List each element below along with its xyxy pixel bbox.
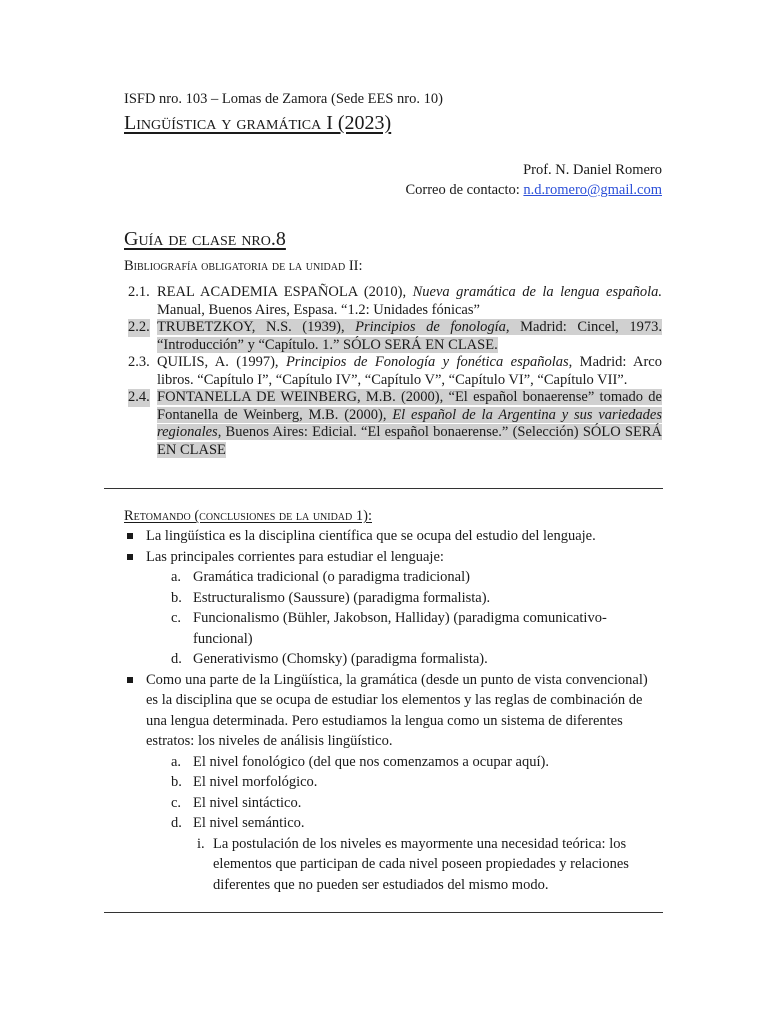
levels-list [146, 752, 662, 896]
bullet-text: Las principales corrientes para estudiar el lenguaje: [146, 548, 444, 565]
list-item [146, 649, 662, 670]
bibliography-author: QUILIS [157, 354, 205, 370]
list-text: Gramática tradicional (o paradigma tradicional) [193, 569, 470, 585]
list-item [146, 588, 662, 609]
list-label: a. [171, 569, 182, 585]
bullet-text: Como una parte de la Lingüística, la gramática (desde un punto de vista convencional) es la disciplina que se ocupa de estudiar los elementos y las reglas de combinación de una lengua determinada. Pero estudiamos la lengua como un sistema de diferentes estratos: los niveles de análisis lingüístico. [146, 671, 648, 749]
bibliography-item-highlighted [124, 319, 662, 354]
bibliography-detail: (2010), [357, 284, 413, 300]
bibliography-number: 2.4. [128, 389, 150, 405]
horizontal-divider [104, 912, 663, 913]
bibliography-item [124, 284, 662, 319]
bibliography-detail: , Madrid: Arco libros. “Capítulo I”, “Capítulo IV”, “Capítulo V”, “Capítulo VI”, “Capítulo VII”. [157, 354, 662, 388]
bibliography-title: Bibliografía obligatoria de la unidad II: [124, 258, 363, 274]
review-section [124, 506, 662, 895]
bibliography-detail: , M.B. (2000), “El español bonaerense” tomado de Fontanella de Weinberg, M.B. (2000), [157, 389, 662, 423]
bibliography-item [124, 354, 662, 389]
list-item [146, 834, 662, 896]
list-label: i. [197, 835, 205, 852]
horizontal-divider [104, 488, 663, 489]
bibliography-item-highlighted [124, 389, 662, 459]
list-item [124, 526, 662, 547]
list-label: c. [171, 794, 182, 811]
guide-title: Guía de clase nro.8 [124, 228, 286, 250]
list-item [146, 567, 662, 588]
bibliography-work: Principios de fonología, [355, 319, 510, 335]
professor-name: Prof. N. Daniel Romero [523, 162, 662, 178]
bibliography-detail: , N.S. (1939), [251, 319, 356, 335]
bibliography-author: REAL ACADEMIA ESPAÑOLA [157, 284, 358, 300]
bibliography-detail: Madrid: Cincel, 1973. “Introducción” y “Capítulo. 1.” SÓLO SERÁ EN CLASE. [157, 319, 662, 353]
list-text: El nivel sintáctico. [193, 794, 302, 811]
list-label: b. [171, 774, 182, 790]
list-text: Funcionalismo (Bühler, Jakobson, Halliday) (paradigma comunicativo-funcional) [193, 610, 607, 647]
bibliography-number: 2.1. [128, 284, 150, 300]
bullet-text: La lingüística es la disciplina científica que se ocupa del estudio del lenguaje. [146, 528, 596, 544]
list-item [146, 813, 662, 895]
list-label: c. [171, 610, 182, 626]
list-item [146, 772, 662, 793]
bibliography-number: 2.2. [128, 319, 150, 335]
bibliography-work: El español de la Argentina y sus variedades regionales [157, 406, 662, 440]
list-label: d. [171, 651, 182, 667]
list-item [146, 608, 662, 649]
list-label: d. [171, 815, 182, 831]
list-text: El nivel fonológico (del que nos comenzamos a ocupar aquí). [193, 753, 549, 770]
list-label: b. [171, 589, 182, 606]
bibliography-author: TRUBETZKOY [157, 319, 252, 335]
bibliography-work: Principios de Fonología y fonética españolas [285, 354, 569, 370]
list-text: Generativismo (Chomsky) (paradigma formalista). [193, 651, 488, 667]
bibliography-detail: , A. (1997), [204, 354, 286, 370]
bibliography-number: 2.3. [128, 354, 150, 370]
review-title: Retomando (conclusiones de la unidad 1): [124, 508, 372, 524]
list-item [124, 547, 662, 670]
bibliography-author: FONTANELLA DE WEINBERG [157, 389, 357, 405]
contact-line [405, 182, 662, 199]
bibliography-detail: , Buenos Aires: Edicial. “El español bonaerense.” (Selección) SÓLO SERÁ EN CLASE [157, 424, 662, 458]
review-list [124, 526, 662, 895]
list-text: Estructuralismo (Saussure) (paradigma formalista). [193, 589, 491, 606]
course-title: Lingüística y gramática I (2023) [124, 112, 392, 134]
list-text: El nivel semántico. [193, 815, 305, 831]
bibliography-list [124, 284, 662, 459]
list-label: a. [171, 753, 182, 770]
bibliography-work: Nueva gramática de la lengua española. [412, 284, 662, 300]
note-list [193, 834, 662, 896]
bibliography-detail: Manual, Buenos Aires, Espasa. “1.2: Unidades fónicas” [157, 301, 480, 318]
list-text: La postulación de los niveles es mayormente una necesidad teórica: los elementos que participan de cada nivel poseen propiedades y relaciones diferentes que no pueden ser estudiados del mismo modo. [213, 835, 629, 893]
list-item [146, 793, 662, 814]
institution-line: ISFD nro. 103 – Lomas de Zamora (Sede EES nro. 10) [124, 91, 443, 107]
currents-list [146, 567, 662, 670]
list-text: El nivel morfológico. [193, 774, 318, 790]
contact-label: Correo de contacto: [405, 182, 524, 198]
list-item [124, 670, 662, 896]
list-item [146, 752, 662, 773]
contact-email-link[interactable]: n.d.romero@gmail.com [523, 182, 662, 198]
